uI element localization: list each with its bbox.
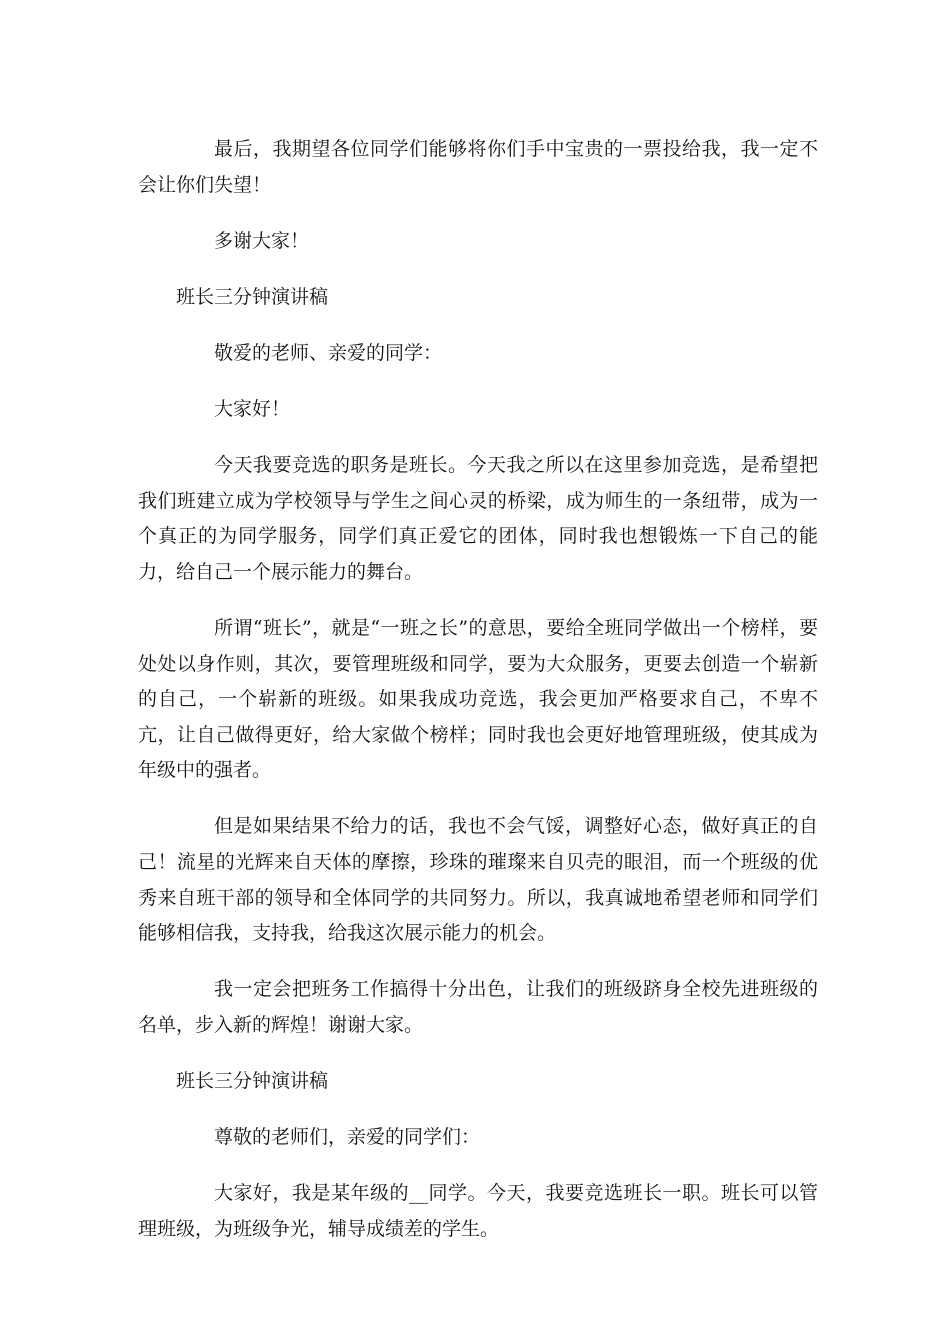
paragraph-salutation-1: 敬爱的老师、亲爱的同学： (214, 341, 443, 364)
paragraph-if-fail: 但是如果结果不给力的话，我也不会气馁，调整好心态，做好真正的自己！流星的光辉来自天体的摩擦，珍珠的璀璨来自贝壳的眼泪，而一个班级的优秀来自班干部的领导和全体同学的共同努力。所以，我真诚地希望老师和同学们能够相信我，支持我，给我这次展示能力的机会。 (138, 815, 818, 945)
paragraph-intro-2: 大家好，我是某年级的__同学。今天，我要竞选班长一职。班长可以管理班级，为班级争光，辅导成绩差的学生。 (138, 1182, 818, 1240)
section-heading-2: 班长三分钟演讲稿 (176, 1069, 329, 1092)
paragraph-promise: 我一定会把班务工作搞得十分出色，让我们的班级跻身全校先进班级的名单，步入新的辉煌！谢谢大家。 (138, 978, 818, 1036)
paragraph-monitor-role: 所谓“班长”，就是“一班之长”的意思，要给全班同学做出一个榜样，要处处以身作则，其次，要管理班级和同学，要为大众服务，更要去创造一个崭新的自己，一个崭新的班级。如果我成功竞选，我会更加严格要求自己，不卑不亢，让自己做得更好，给大家做个榜样；同时我也会更好地管理班级，使其成为年级中的强者。 (138, 616, 818, 782)
paragraph-goal: 今天我要竞选的职务是班长。今天我之所以在这里参加竞选，是希望把我们班建立成为学校领导与学生之间心灵的桥梁，成为师生的一条纽带，成为一个真正的为同学服务，同学们真正爱它的团体，同时我也想锻炼一下自己的能力，给自己一个展示能力的舞台。 (138, 454, 818, 583)
section-heading-1: 班长三分钟演讲稿 (176, 285, 329, 308)
paragraph-salutation-2: 尊敬的老师们，亲爱的同学们： (214, 1126, 481, 1149)
paragraph-closing-appeal: 最后，我期望各位同学们能够将你们手中宝贵的一票投给我，我一定不会让你们失望！ (138, 138, 818, 196)
paragraph-thanks: 多谢大家！ (214, 229, 310, 252)
paragraph-greeting-1: 大家好！ (214, 397, 291, 420)
document-body (138, 132, 818, 1268)
